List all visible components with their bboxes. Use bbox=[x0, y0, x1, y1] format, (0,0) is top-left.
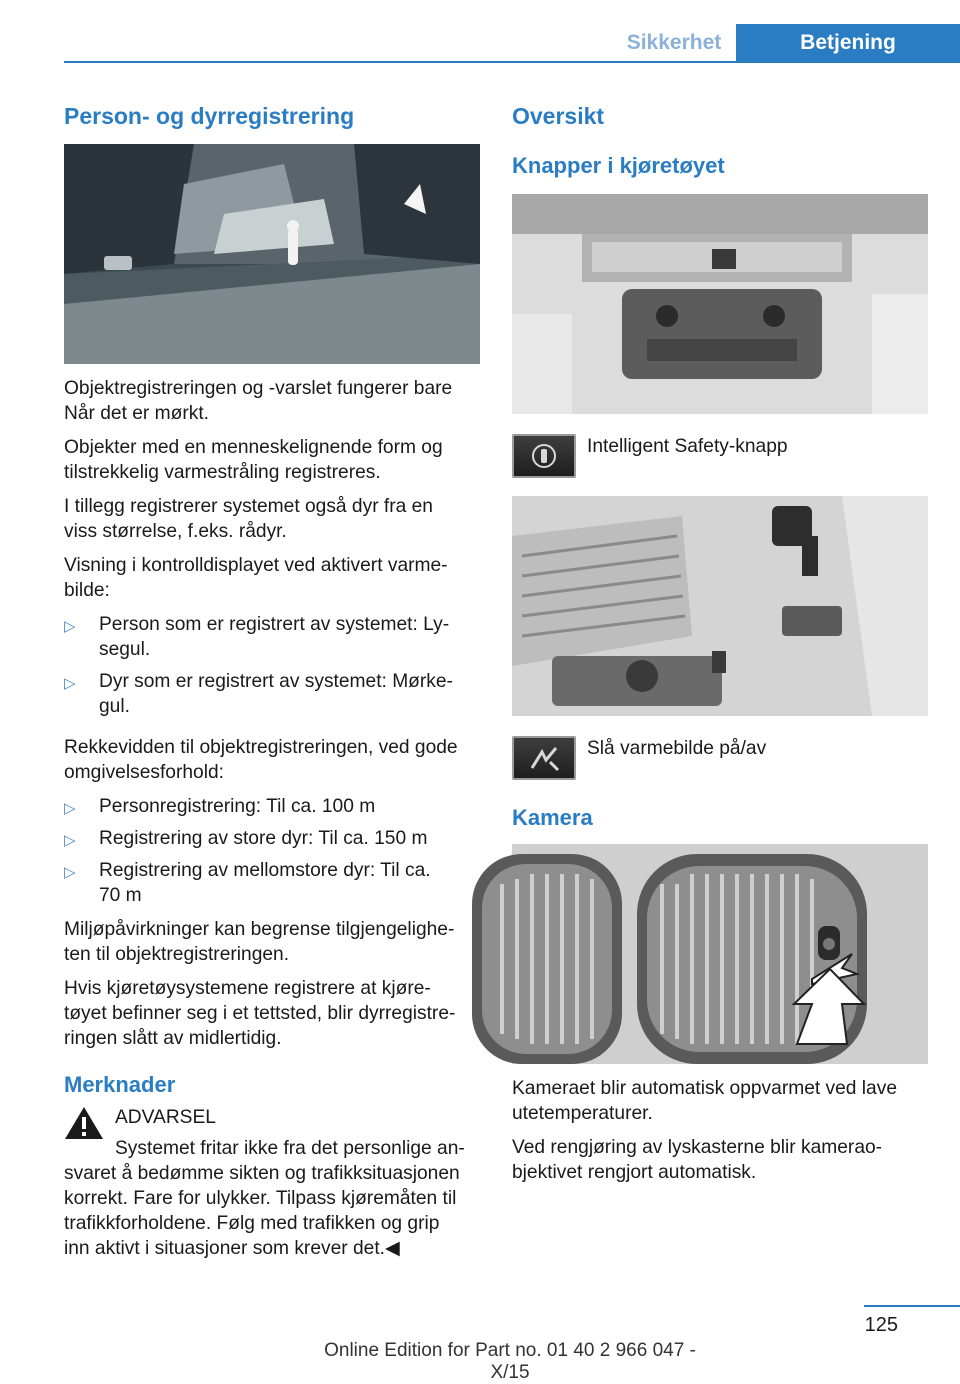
paragraph: I tillegg registrerer systemet også dyr fra en viss størrelse, f.eks. rådyr. bbox=[64, 496, 433, 542]
bullet-list bbox=[64, 794, 480, 908]
triangle-bullet-icon: ▷ bbox=[64, 675, 76, 692]
subsection-title-knapper: Knapper i kjøretøyet bbox=[512, 153, 725, 178]
section-title-notes: Merknader bbox=[64, 1072, 176, 1097]
paragraph: Visning i kontrolldisplayet ved aktivert varme‐ bilde: bbox=[64, 555, 448, 601]
header-rule bbox=[64, 61, 960, 63]
camera-grille-image bbox=[512, 844, 928, 1064]
paragraph: Hvis kjøretøysystemene registrere at kjøre‐ tøyet befinner seg i et tettsted, blir dyrregistre‐ ringen slått av midlertidig. bbox=[64, 978, 456, 1049]
light-switch-image bbox=[512, 496, 928, 716]
warning-label: ADVARSEL bbox=[115, 1107, 216, 1128]
legend-row-intelligent-safety: Intelligent Safety-knapp bbox=[512, 434, 928, 478]
intelligent-safety-button-icon bbox=[512, 434, 576, 478]
paragraph: Objektregistreringen og -varslet fungerer bare Når det er mørkt. bbox=[64, 378, 453, 424]
paragraph: Kameraet blir automatisk oppvarmet ved lave utetemperaturer. bbox=[512, 1078, 897, 1124]
subsection-title-kamera: Kamera bbox=[512, 805, 593, 830]
warning-triangle-icon bbox=[64, 1105, 104, 1141]
list-item: ▷ Personregistrering: Til ca. 100 m bbox=[64, 794, 480, 819]
triangle-bullet-icon: ▷ bbox=[64, 864, 76, 881]
list-item: ▷ Registrering av mellomstore dyr: Til ca. 70 m bbox=[64, 860, 431, 906]
triangle-bullet-icon: ▷ bbox=[64, 832, 76, 849]
edition-text: Online Edition for Part no. 01 40 2 966 047 - X/15 bbox=[324, 1340, 696, 1383]
page-number: 125 bbox=[864, 1314, 898, 1336]
triangle-bullet-icon: ▷ bbox=[64, 618, 76, 635]
tab-sikkerhet[interactable]: Sikkerhet bbox=[612, 24, 736, 61]
paragraph: Ved rengjøring av lyskasterne blir kamerao‐ bjektivet rengjort automatisk. bbox=[512, 1137, 883, 1183]
list-item: ▷ Dyr som er registrert av systemet: Mørke‐ gul. bbox=[64, 671, 453, 717]
night-vision-button-icon bbox=[512, 736, 576, 780]
legend-row-night-vision: Slå varmebilde på/av bbox=[512, 736, 928, 780]
paragraph: Objekter med en menneskelignende form og tilstrekkelig varmestråling registreres. bbox=[64, 437, 443, 483]
warning-text-line: Systemet fritar ikke fra det personlige an‐ bbox=[115, 1138, 465, 1159]
list-item: ▷ Registrering av store dyr: Til ca. 150 m bbox=[64, 826, 480, 851]
list-item: ▷ Person som er registrert av systemet: Ly‐ segul. bbox=[64, 614, 450, 660]
warning-block bbox=[64, 1105, 480, 1161]
right-column bbox=[512, 96, 928, 1185]
section-title-oversikt: Oversikt bbox=[512, 103, 605, 129]
dashboard-image bbox=[512, 194, 928, 414]
tab-betjening[interactable]: Betjening bbox=[736, 24, 960, 61]
paragraph: Rekkevidden til objektregistreringen, ved gode omgivelsesforhold: bbox=[64, 737, 458, 783]
thermal-image bbox=[64, 144, 480, 364]
paragraph: Miljøpåvirkninger kan begrense tilgjengelighe‐ ten til objektregistreringen. bbox=[64, 919, 455, 965]
triangle-bullet-icon: ▷ bbox=[64, 800, 76, 817]
left-column bbox=[64, 96, 480, 1261]
warning-text: svaret å bedømme sikten og trafikksituasjonen korrekt. Fare for ulykker. Tilpass kjøremåten til trafikkforholdene. Følg med trafikken og grip inn aktivt i situasjoner som krever det.◀ bbox=[64, 1163, 460, 1259]
bullet-list bbox=[64, 612, 480, 719]
footer-rule bbox=[864, 1305, 960, 1307]
section-title-person: Person- og dyrregistrering bbox=[64, 103, 355, 129]
